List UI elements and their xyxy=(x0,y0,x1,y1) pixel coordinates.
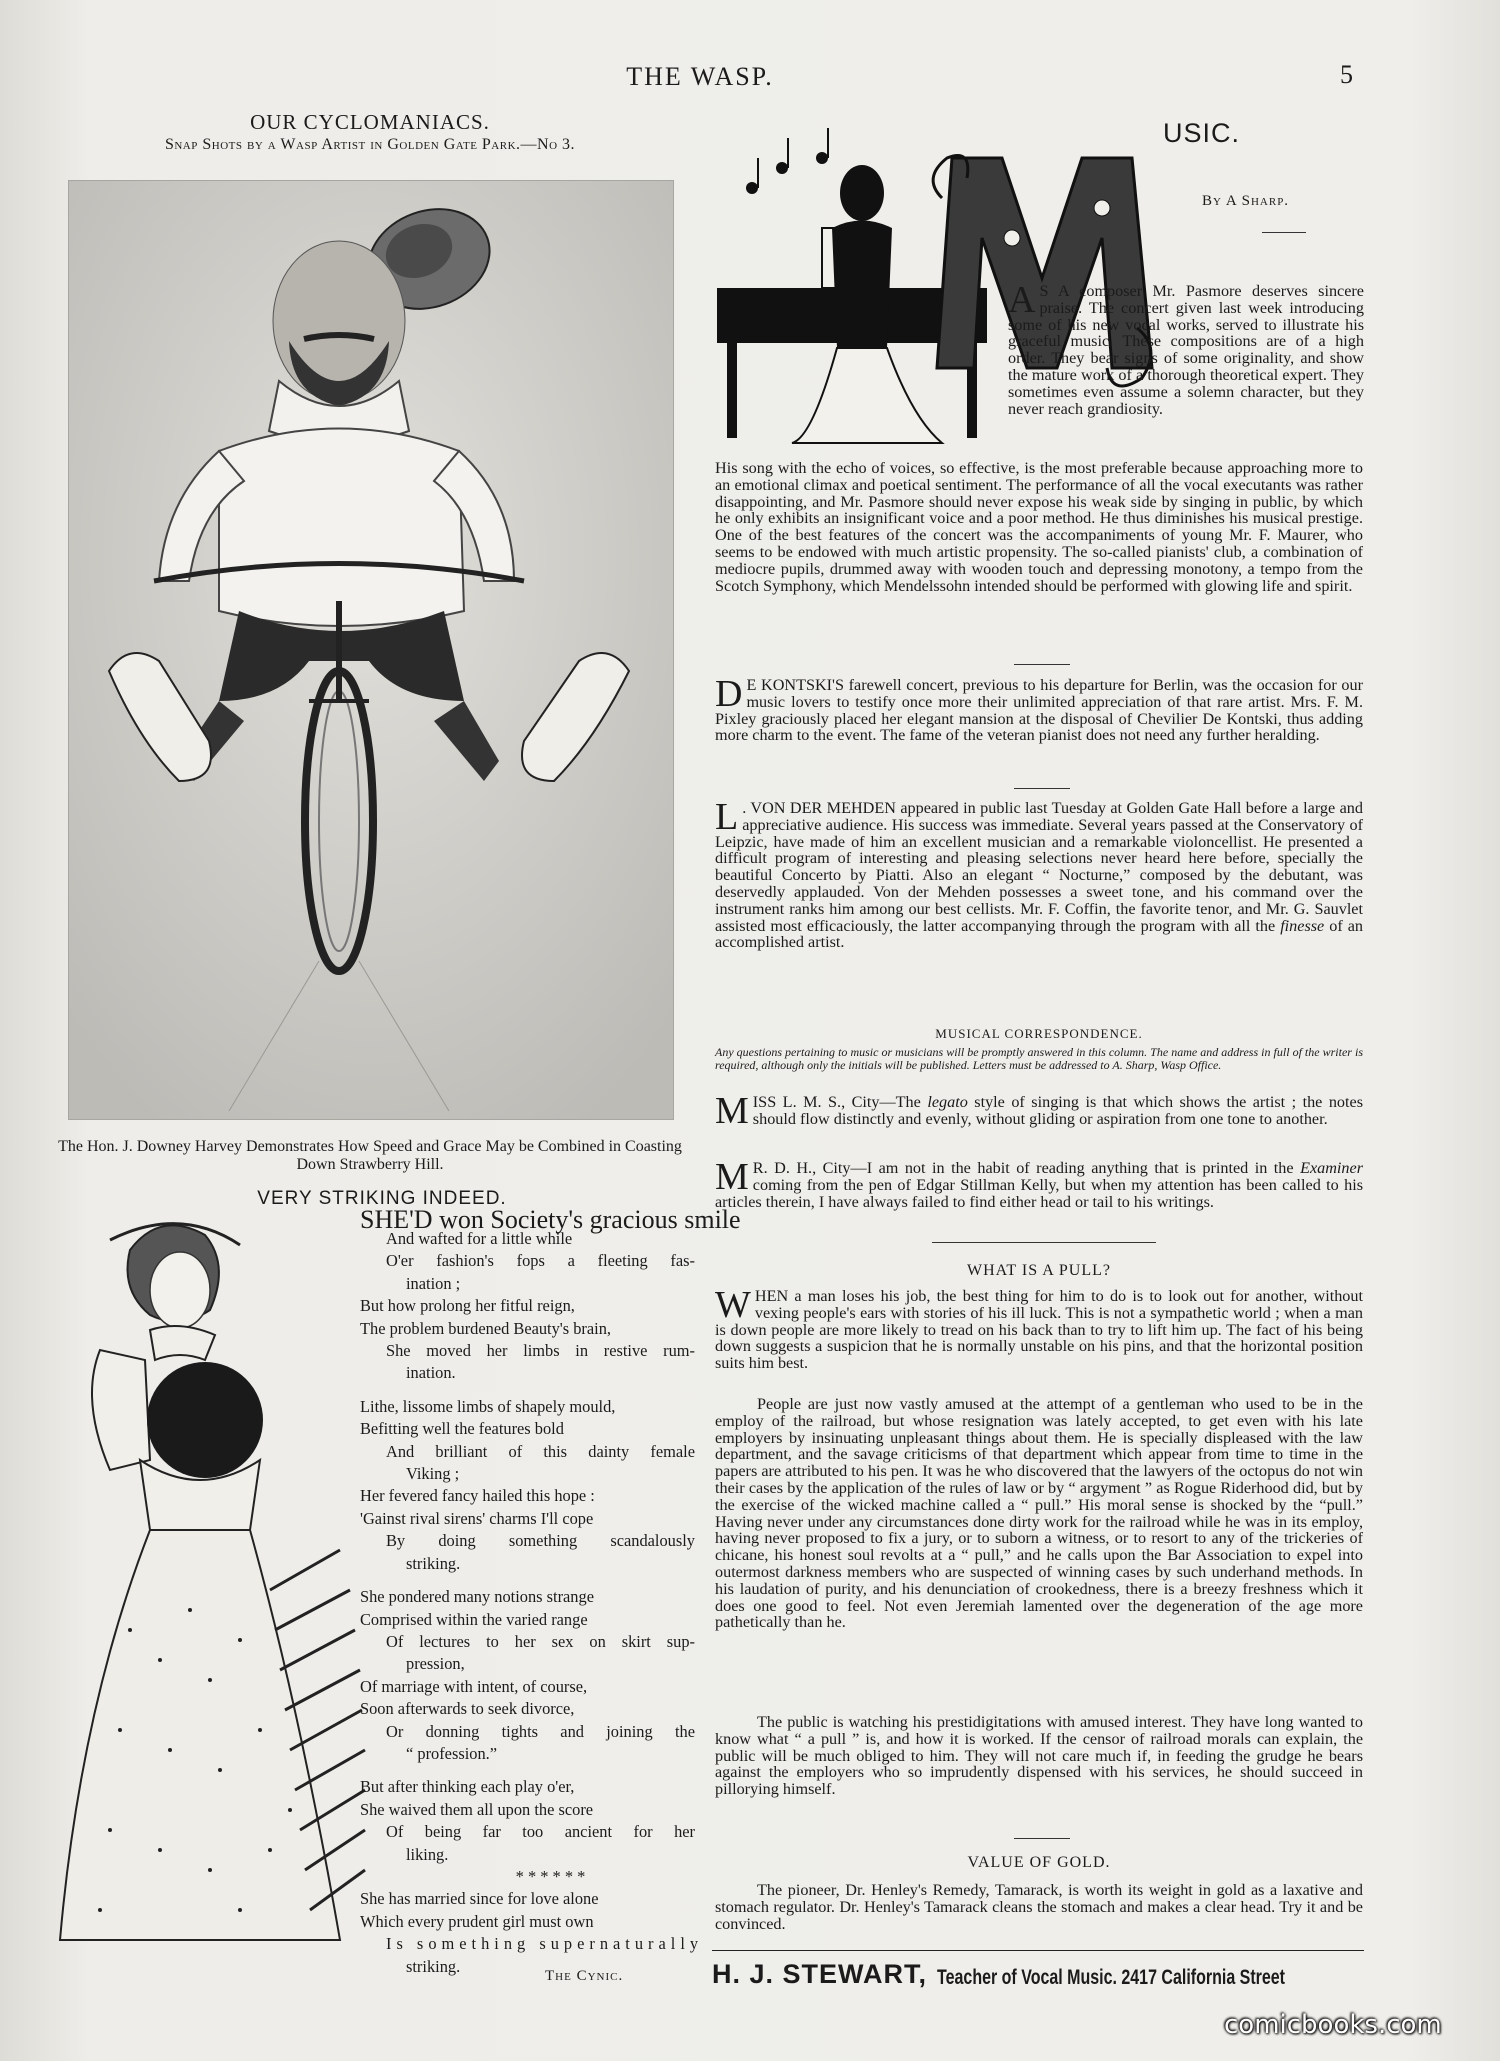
music-byline: By A Sharp. xyxy=(1202,193,1290,209)
poem-line: Viking ; xyxy=(406,1464,460,1484)
letter-2-text: R. D. H., City—I am not in the habit of reading anything that is printed in the xyxy=(752,1159,1301,1177)
advert-name: H. J. STEWART, xyxy=(712,1959,928,1989)
poem-line: Her fevered fancy hailed this hope : xyxy=(360,1486,595,1506)
poem-line: Befitting well the features bold xyxy=(360,1419,564,1439)
poem-line: ination ; xyxy=(406,1273,461,1293)
correspondence-letter-2 xyxy=(715,1156,1363,1211)
drop-cap: W xyxy=(715,1284,751,1326)
poem-line: pression, xyxy=(406,1654,465,1674)
poem-line: * * * * * * xyxy=(515,1866,586,1886)
poem-title: VERY STRIKING INDEED. xyxy=(257,1188,507,1209)
stewart-advert xyxy=(712,1959,1372,1990)
cyclomaniacs-subtitle: Snap Shots by a Wasp Artist in Golden Gate Park.—No 3. xyxy=(164,136,576,153)
site-watermark: comicbooks.com xyxy=(1224,2010,1442,2040)
masthead-title: THE WASP. xyxy=(626,62,774,91)
poem-stanza-gap xyxy=(360,1385,695,1396)
poem-line: The problem burdened Beauty's brain, xyxy=(360,1318,612,1338)
lady-illustration xyxy=(40,1210,370,1950)
poem-stanza-gap xyxy=(360,1575,695,1586)
music-heading xyxy=(1163,118,1240,149)
music-paragraph-1 xyxy=(1008,279,1364,418)
poem-line: And wafted for a little while xyxy=(386,1229,573,1248)
poem-line: And brilliant of this dainty female xyxy=(386,1441,695,1461)
poem-line: Of being far too ancient for her xyxy=(386,1822,695,1842)
music-paragraph-3-italic: finesse xyxy=(1280,916,1325,935)
pull-paragraph-3: The public is watching his prestidigitations with amused interest. They have long wanted to know what “ a pull ” is, and how it is worked. If the censor of railroad morals can explain, the public will be much obliged to him. They will not care much if, in feeding the grudge he bears against the employers who so imprudently dispensed with his services, he should succeed in pillorying himself. xyxy=(715,1713,1363,1799)
byline-rule xyxy=(1262,232,1306,233)
poem-line: O'er fashion's fops a fleeting fas- xyxy=(386,1251,695,1271)
poem-line: Is something supernaturally xyxy=(386,1934,704,1954)
letter-2-end: coming from the pen of Edgar Stillman Kelly, but when my attention has been called to his articles therein, I have always failed to find either head or tail to his writings. xyxy=(715,1175,1363,1211)
poem-line: But how prolong her fitful reign, xyxy=(360,1296,575,1316)
pull-paragraph-1 xyxy=(715,1284,1363,1373)
poem-line: ination. xyxy=(406,1363,456,1383)
poem-line: Of lectures to her sex on skirt sup- xyxy=(386,1631,695,1651)
poem-line: She pondered many notions strange xyxy=(360,1587,594,1607)
poem-line: 'Gainst rival sirens' charms I'll cope xyxy=(360,1508,594,1528)
music-notes-icon xyxy=(746,128,828,194)
drop-cap: M xyxy=(715,1090,749,1132)
music-paragraph-1-continued: His song with the echo of voices, so effective, is the most preferable because approaching more to an emotional climax and poetical sentiment. The performance of all the vocal executants was rather disappointing, and Mr. Pasmore should never expose his weak side by singing in public, by which he only exhibits an insignificant voice and a poor method. He thus diminishes his musical prestige. One of the best features of the concert was the accompaniments of young Mr. F. Maurer, who seems to be endowed with much artistic propensity. The so-called pianists' club, a combination of mediocre pupils, drummed away with wooden touch and depressing monotony, a tempo from the Scotch Symphony, which Mendelssohn intended should be performed with glowing life and spirit. xyxy=(715,459,1363,595)
drop-cap: A xyxy=(1008,279,1036,321)
pull-title: WHAT IS A PULL? xyxy=(966,1262,1112,1279)
poem-line: striking. xyxy=(406,1553,461,1573)
poem-line: Lithe, lissome limbs of shapely mould, xyxy=(360,1396,616,1416)
cyclist-caption: The Hon. J. Downey Harvey Demonstrates How Speed and Grace May be Combined in Coasting Down Strawberry Hill. xyxy=(58,1138,682,1173)
lady-drawing xyxy=(40,1210,370,1950)
cyclist-drawing xyxy=(69,181,673,1119)
music-paragraph-1-text: S A composer Mr. Pasmore deserves sincere praise. The concert given last week introducing some of his new vocal works, served to illustrate his graceful music. These compositions are of a high order. They bear signs of some originality, and show the mature work of a thorough theoretical expert. They sometimes even assume a solemn character, but they never reach grandiosity. xyxy=(1008,282,1364,418)
letter-1-italic: legato xyxy=(927,1093,968,1111)
cyclomaniacs-title: OUR CYCLOMANIACS. xyxy=(250,110,490,134)
advert-rule xyxy=(712,1950,1364,1951)
poem-line: By doing something scandalously xyxy=(386,1531,695,1551)
drop-cap: M xyxy=(715,1156,749,1198)
poem-line: “ profession.” xyxy=(406,1743,498,1763)
letter-1-end: style of singing is that which shows the artist ; the notes should flow distinctly and evenly, without gliding or aspiration from one tone to another. xyxy=(752,1093,1364,1128)
poem-line: SHE'D won Society's gracious smile xyxy=(360,1205,741,1234)
poem-line: Soon afterwards to seek divorce, xyxy=(360,1699,575,1719)
music-paragraph-3-end: of an accomplished artist. xyxy=(715,916,1363,952)
divider-rule xyxy=(1014,788,1070,789)
gold-paragraph: The pioneer, Dr. Henley's Remedy, Tamarack, is worth its weight in gold as a laxative and stomach regulator. Dr. Henley's Tamarack cleans the stomach and makes a clear head. Try it and be convinced. xyxy=(715,1881,1363,1933)
poem-stanza-gap xyxy=(360,1765,695,1776)
poem-body xyxy=(360,1205,741,1978)
music-heading-rest: USIC. xyxy=(1163,118,1241,148)
music-paragraph-2-text: E KONTSKI'S farewell concert, previous to his departure for Berlin, was the occasion for our music lovers to testify once more their unlimited appreciation of that rare artist. Mrs. F. M. Pixley graciously placed her elegant mansion at the disposal of Chevilier De Kontski, thus adding more charm to the event. The fame of the veteran pianist does not need any further heralding. xyxy=(715,676,1363,745)
pull-paragraph-2: People are just now vastly amused at the attempt of a gentleman who used to be in the employ of the railroad, but whose resignation was lately accepted, to get even with his late employers by insinuating unpleasant things about them. He is specially displeased with the law department, and the savage criticisms of that department which appear from time to time in the papers are attributed to his pen. It was he who discovered that the lawyers of the octopus do not win their cases by the application of the rules of law or by “ argyment ” as Rogue Riderhood did, but by the exercise of the wicked machine called a “ pull.” His moral sense is shocked by the “pull.” Having never under any circumstances done dirty work for the railroad while he was in its employ, having never proposed to fix a jury, or to suborn a witness, or to resort to any of the trickeries of chicane, his honest soul revolts at a “ pull,” and he calls upon the Bar Association to expel into outermost darkness members who are suspected of winning cases by such underhand methods. In his laudation of purity, and his denunciation of crookedness, there is a breezy freshness which it does one good to feel. Not even Jeremiah lamented over the degeneration of the age more pathetically than he. xyxy=(715,1395,1363,1632)
poem-line: Which every prudent girl must own xyxy=(360,1911,594,1931)
letter-1-text: ISS L. M. S., City—The xyxy=(752,1093,928,1111)
page-number: 5 xyxy=(1340,60,1353,89)
pull-paragraph-1-text: HEN a man loses his job, the best thing for him to do is to look out for another, without vexing people's ears with stories of his ill luck. This is not a sympathetic world ; when a man is down people are more likely to tread on his back than to try to lift him up. The fact of his being down suggests a suspicion that he is normally unstable on his pins, and that the horizontal position suits him best. xyxy=(715,1287,1363,1373)
section-rule xyxy=(932,1242,1156,1243)
poem-line: She waived them all upon the score xyxy=(360,1799,594,1819)
divider-rule xyxy=(1014,1838,1070,1839)
poem-line: She moved her limbs in restive rum- xyxy=(386,1341,695,1361)
poem-line: Of marriage with intent, of course, xyxy=(360,1676,588,1696)
music-paragraph-3 xyxy=(715,796,1363,952)
correspondence-letter-1 xyxy=(715,1090,1364,1132)
poem-line: striking. xyxy=(406,1956,461,1976)
music-paragraph-3-text: . VON DER MEHDEN appeared in public last Tuesday at Golden Gate Hall before a large and appreciative audience. His success was immediate. Several years passed at the Conservatory of Leipzic, have made of him an excellent musician and a remarkable violoncellist. He presented a difficult program of interesting and pleasing selections never heard here before, specially the beautiful Concerto by Piatti. Also an elegant “ Nocturne,” composed by the debutant, was deservedly applauded. Von der Mehden possesses a sweet tone, and his command over the instrument ranks him among our best cellists. Mr. F. Coffin, the favorite tenor, and Mr. G. Sauvlet assisted most efficaciously, the latter accompanying through the program with all the xyxy=(715,799,1363,935)
poem-line: She has married since for love alone xyxy=(360,1889,599,1909)
divider-rule xyxy=(1014,664,1070,665)
poem-line: liking. xyxy=(406,1844,449,1864)
poem-line: Or donning tights and joining the xyxy=(386,1721,695,1741)
drop-cap: D xyxy=(715,673,743,715)
correspondence-note: Any questions pertaining to music or musicians will be promptly answered in this column. The name and address in full of the writer is required, although only the initials will be published. Letters must be addressed to A. Sharp, Wasp Office. xyxy=(715,1045,1363,1072)
advert-details: Teacher of Vocal Music. 2417 California Street xyxy=(937,1967,1286,1990)
poem-line: But after thinking each play o'er, xyxy=(360,1777,575,1797)
drop-cap: L xyxy=(715,796,739,838)
letter-2-italic: Examiner xyxy=(1300,1159,1363,1177)
poem-line: Comprised within the varied range xyxy=(360,1609,588,1629)
music-paragraph-2 xyxy=(715,673,1363,745)
correspondence-title: MUSICAL CORRESPONDENCE. xyxy=(935,1026,1143,1041)
gold-title: VALUE OF GOLD. xyxy=(967,1854,1111,1871)
cyclist-illustration xyxy=(68,180,674,1120)
poem-signature: The Cynic. xyxy=(545,1968,624,1984)
